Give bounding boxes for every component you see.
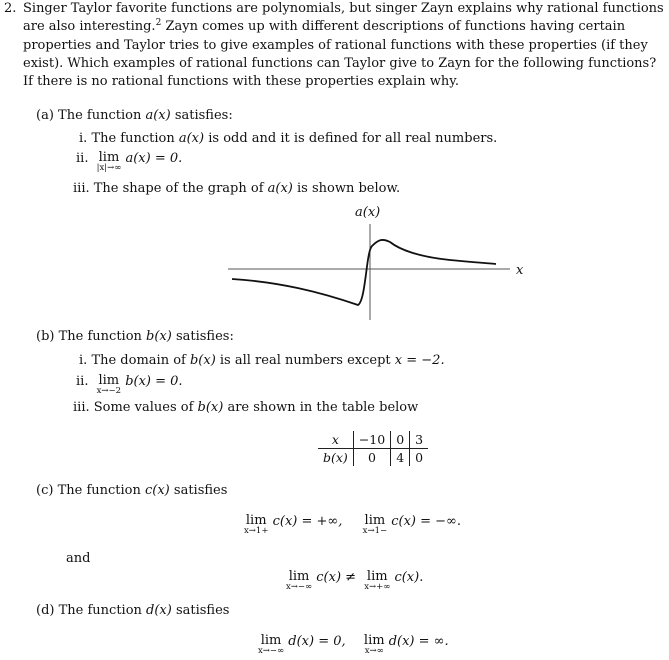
part-a-iii-pre: The shape of the graph of xyxy=(93,181,268,196)
part-a-ii-expr: a(x) = 0. xyxy=(125,151,183,166)
part-c-label: (c) xyxy=(36,483,54,498)
table-header-b-text: b(x) xyxy=(323,450,348,465)
table-row-x xyxy=(318,431,428,449)
part-a-item-ii xyxy=(76,151,182,173)
part-d-heading-pre: The function xyxy=(58,603,147,618)
table-header-x-text: x xyxy=(331,432,339,447)
table-cell-b-3: 0 xyxy=(410,449,428,467)
part-a-i-label: i. xyxy=(79,131,88,146)
part-b-item-iii xyxy=(73,400,418,415)
part-d-heading-post: satisfies xyxy=(171,603,230,618)
graph-a-curve xyxy=(232,240,496,305)
part-b-ii-label: ii. xyxy=(76,374,89,389)
part-d-lim1-expr: d(x) = 0, xyxy=(288,634,346,649)
part-d-lim2: lim xyxy=(363,633,385,648)
part-c-lim3-expr: c(x) ≠ xyxy=(316,570,357,585)
part-d-limit-2 xyxy=(364,634,385,656)
part-c-limit-4 xyxy=(364,570,390,592)
part-a-item-i xyxy=(79,131,497,146)
table-cell-b-1: 0 xyxy=(368,450,376,465)
part-d-lim2-expr: d(x) = ∞. xyxy=(388,634,449,649)
graph-a xyxy=(220,222,540,322)
part-b-i-fn: b(x) xyxy=(189,353,216,368)
intro-line-5: If there is no rational functions with these properties explain why. xyxy=(23,74,459,89)
table-header-x xyxy=(318,431,353,449)
part-c-limits-row-2 xyxy=(286,570,423,592)
intro-line-4: exist). Which examples of rational functions can Taylor give to Zayn for the following functions? xyxy=(23,56,657,71)
part-c-lim1-sub: x→1+ xyxy=(244,526,269,536)
part-d-lim2-sub: x→∞ xyxy=(364,646,384,656)
part-b-item-i xyxy=(79,353,445,368)
part-c-lim1-expr: c(x) = +∞, xyxy=(272,514,343,529)
part-c-heading xyxy=(36,483,227,498)
part-c-limit-3 xyxy=(286,570,312,592)
part-d-heading xyxy=(36,603,229,618)
part-c-limits-row-1 xyxy=(244,514,461,536)
part-b-heading-pre: The function xyxy=(58,329,147,344)
part-d-lim1: lim xyxy=(260,633,282,648)
part-d-label: (d) xyxy=(36,603,55,618)
part-b-ii-lim: lim xyxy=(98,373,120,388)
intro-line-2 xyxy=(23,19,625,34)
part-a-i-fn: a(x) xyxy=(178,131,205,146)
part-b-iii-pre: Some values of xyxy=(93,400,198,415)
intro-line-2a: are also interesting. xyxy=(23,19,156,34)
part-d-heading-fn: d(x) xyxy=(146,603,172,618)
part-a-ii-limit xyxy=(97,151,122,173)
graph-a-xlabel: x xyxy=(516,263,524,278)
part-c-lim3: lim xyxy=(288,569,310,584)
part-b-iii-label: iii. xyxy=(73,400,90,415)
part-d-limit-1 xyxy=(258,634,284,656)
part-b-i-pre: The domain of xyxy=(91,353,190,368)
part-b-i-label: i. xyxy=(79,353,88,368)
part-c-lim4-expr: c(x). xyxy=(394,570,424,585)
part-c-and: and xyxy=(66,551,91,566)
problem-number: 2. xyxy=(4,1,17,16)
table-cell-x-1: −10 xyxy=(353,431,390,449)
table-header-b xyxy=(318,449,353,467)
intro-line-3: properties and Taylor tries to give examples of rational functions with these properties (if they xyxy=(23,38,648,53)
part-c-limit-2 xyxy=(363,514,387,536)
part-a-i-pre: The function xyxy=(91,131,179,146)
part-c-lim4-sub: x→+∞ xyxy=(364,582,391,592)
table-cell-x-2: 0 xyxy=(391,431,410,449)
part-b-ii-sub: x→−2 xyxy=(96,386,122,396)
part-c-lim3-sub: x→−∞ xyxy=(286,582,313,592)
intro-line-2b: Zayn comes up with different descriptions of functions having certain xyxy=(165,19,626,34)
part-a-item-iii xyxy=(73,181,400,196)
table-cell-x-3: 3 xyxy=(410,431,428,449)
part-a-iii-label: iii. xyxy=(73,181,90,196)
part-b-heading xyxy=(36,329,234,344)
part-b-iii-post: are shown in the table below xyxy=(223,400,419,415)
part-c-heading-pre: The function xyxy=(57,483,145,498)
part-c-heading-fn: c(x) xyxy=(145,483,170,498)
part-c-lim2: lim xyxy=(364,513,386,528)
part-b-i-post: is all real numbers except xyxy=(215,353,395,368)
table-cell-b-2: 4 xyxy=(391,449,410,467)
part-b-heading-fn: b(x) xyxy=(146,329,172,344)
part-d-limits-row xyxy=(258,634,449,656)
part-b-value-table xyxy=(318,431,428,466)
part-a-ii-lim: lim xyxy=(98,150,120,165)
part-a-heading-post: satisfies: xyxy=(170,108,233,123)
part-a-heading xyxy=(36,108,233,123)
part-b-heading-post: satisfies: xyxy=(171,329,234,344)
part-c-lim1: lim xyxy=(245,513,267,528)
part-a-ii-sub: |x|→∞ xyxy=(96,163,122,173)
part-c-lim2-sub: x→1− xyxy=(362,526,388,536)
part-a-ii-label: ii. xyxy=(76,151,89,166)
part-a-heading-pre: The function xyxy=(58,108,146,123)
part-b-item-ii xyxy=(76,374,183,396)
part-d-lim1-sub: x→−∞ xyxy=(258,646,285,656)
part-b-ii-expr: b(x) = 0. xyxy=(125,374,183,389)
part-a-heading-fn: a(x) xyxy=(145,108,171,123)
footnote-mark: 2 xyxy=(155,18,162,28)
part-a-iii-fn: a(x) xyxy=(267,181,293,196)
part-a-iii-post: is shown below. xyxy=(292,181,401,196)
part-b-i-math: x = −2. xyxy=(394,353,445,368)
part-c-limit-1 xyxy=(244,514,268,536)
part-b-iii-fn: b(x) xyxy=(197,400,224,415)
part-c-heading-post: satisfies xyxy=(169,483,228,498)
part-b-label: (b) xyxy=(36,329,55,344)
part-b-ii-limit xyxy=(97,374,121,396)
intro-line-1: Singer Taylor favorite functions are polynomials, but singer Zayn explains why rational functions xyxy=(23,1,664,16)
table-row-b xyxy=(318,449,428,467)
graph-a-ylabel: a(x) xyxy=(355,205,381,220)
part-c-lim2-expr: c(x) = −∞. xyxy=(391,514,462,529)
part-a-i-post: is odd and it is defined for all real numbers. xyxy=(204,131,498,146)
part-a-label: (a) xyxy=(36,108,54,123)
part-c-lim4: lim xyxy=(366,569,388,584)
